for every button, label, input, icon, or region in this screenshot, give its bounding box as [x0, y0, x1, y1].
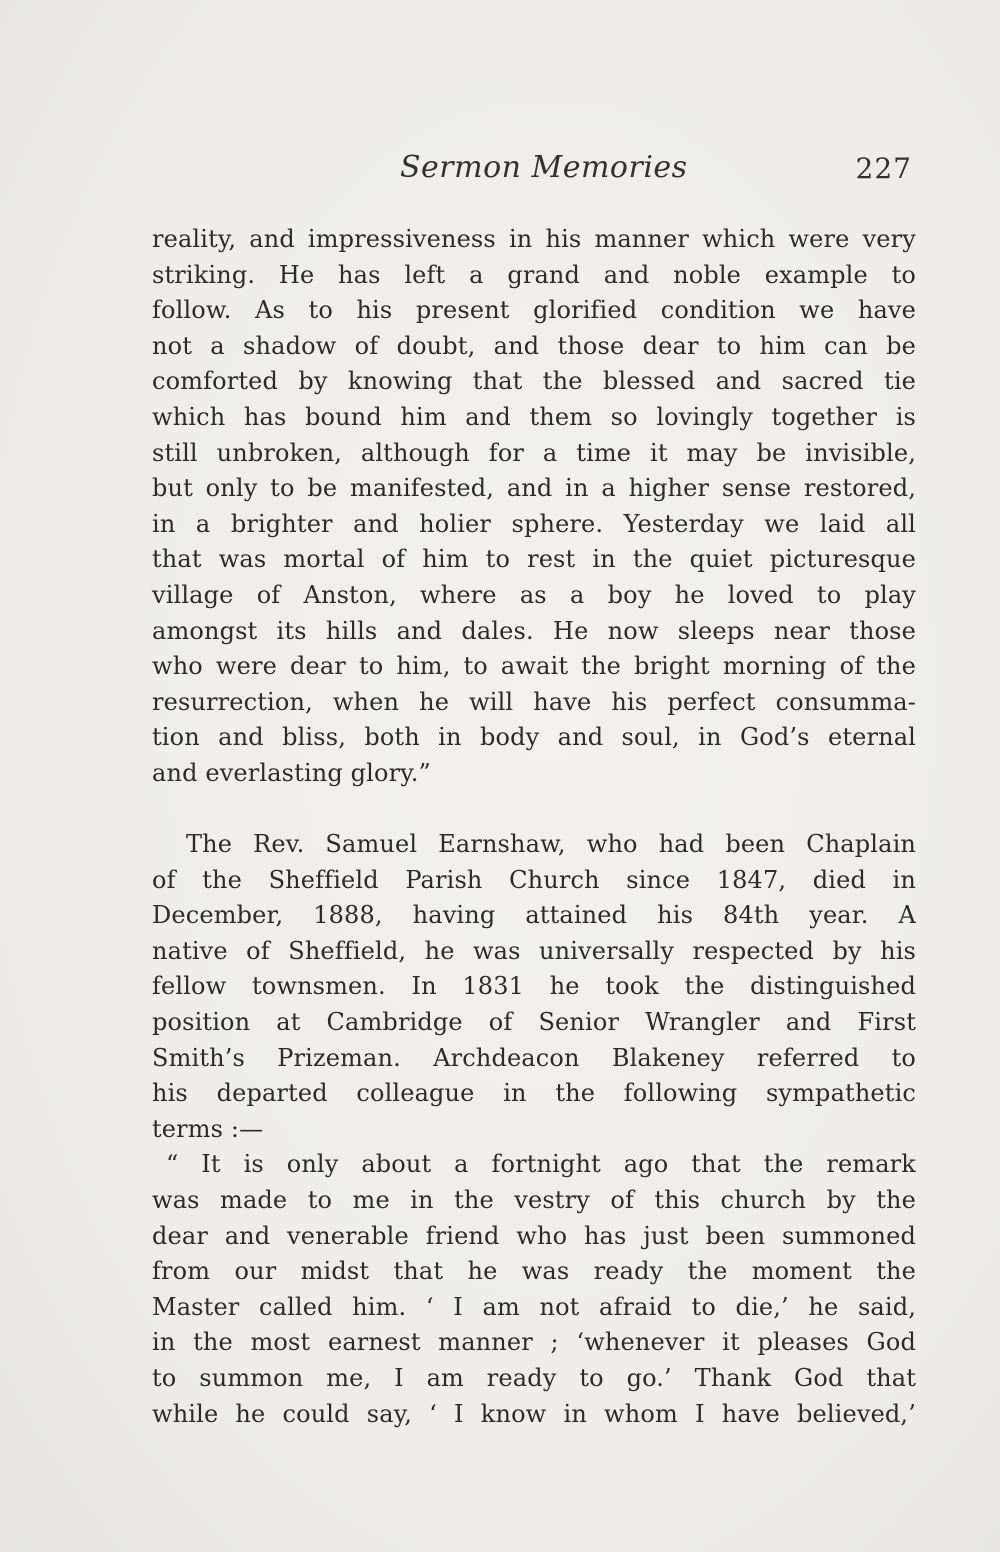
text-line: December, 1888, having attained his 84th year. A [152, 901, 916, 930]
text-line: in a brighter and holier sphere. Yesterday we laid all [152, 509, 916, 538]
text-line: dear and venerable friend who has just been summoned [152, 1221, 916, 1250]
text-line: of the Sheffield Parish Church since 1847, died in [152, 865, 916, 894]
text-line: reality, and impressiveness in his manner which were very [152, 225, 916, 253]
text-line: “ It is only about a fortnight ago that the remark [166, 1150, 916, 1179]
text-line: fellow townsmen. In 1831 he took the distinguished [152, 972, 916, 1001]
text-line: from our midst that he was ready the moment the [152, 1257, 916, 1286]
paragraph-earnshaw [152, 827, 916, 1147]
text-line: terms :— [152, 1114, 264, 1143]
running-head [152, 150, 924, 190]
text-line: which has bound him and them so lovingly together is [152, 402, 916, 431]
text-line: still unbroken, although for a time it may be invisible, [152, 438, 916, 467]
text-line: not a shadow of doubt, and those dear to him can be [152, 331, 916, 360]
text-line: that was mortal of him to rest in the quiet picturesque [152, 545, 916, 574]
text-line: his departed colleague in the following sympathetic [152, 1079, 916, 1108]
text-line: to summon me, I am ready to go.’ Thank God that [152, 1364, 916, 1392]
text-line: while he could say, ‘ I know in whom I have believed,’ [152, 1399, 916, 1428]
text-line: in the most earnest manner ; ‘whenever it pleases God [152, 1328, 916, 1357]
running-title: Sermon Memories [400, 150, 688, 185]
text-line: follow. As to his present glorified condition we have [152, 296, 916, 325]
paragraph-continued-quote [152, 222, 916, 792]
body-text [152, 222, 916, 1432]
text-line: The Rev. Samuel Earnshaw, who had been Chaplain [186, 830, 916, 859]
text-line: amongst its hills and dales. He now sleeps near those [152, 616, 916, 645]
text-line: striking. He has left a grand and noble example to [152, 260, 916, 289]
text-line: and everlasting glory.” [152, 758, 431, 787]
text-line: native of Sheffield, he was universally respected by his [152, 936, 916, 965]
text-line: Master called him. ‘ I am not afraid to die,’ he said, [152, 1292, 916, 1321]
text-line: tion and bliss, both in body and soul, in God’s eternal [152, 723, 916, 752]
page-number: 227 [855, 152, 912, 185]
text-line: Smith’s Prizeman. Archdeacon Blakeney referred to [152, 1043, 916, 1072]
text-line: village of Anston, where as a boy he loved to play [152, 580, 916, 609]
text-line: who were dear to him, to await the bright morning of the [152, 652, 916, 681]
paragraph-gap [152, 792, 916, 828]
text-line: resurrection, when he will have his perfect consumma- [152, 687, 916, 716]
text-line: comforted by knowing that the blessed and sacred tie [152, 367, 916, 396]
paragraph-blakeney-quote [152, 1147, 916, 1432]
text-line: was made to me in the vestry of this church by the [152, 1186, 916, 1215]
text-line: position at Cambridge of Senior Wrangler and First [152, 1008, 916, 1037]
text-line: but only to be manifested, and in a higher sense restored, [152, 474, 916, 503]
